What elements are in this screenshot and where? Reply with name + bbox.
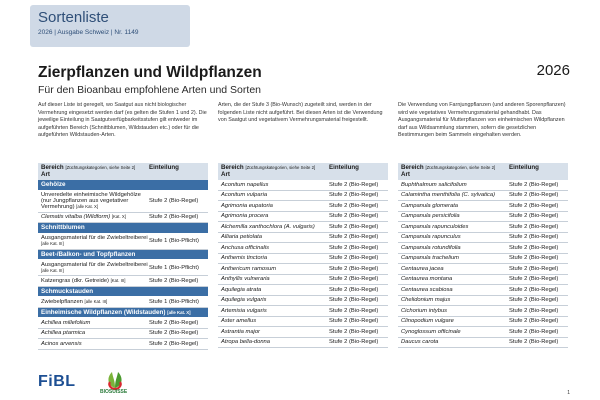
row-art: Aconitum vulparia <box>221 192 268 199</box>
table-row <box>38 318 208 329</box>
row-art: Achillea ptarmica <box>41 330 86 337</box>
row-einteilung: Stufe 2 (Bio-Regel) <box>329 276 379 283</box>
row-einteilung: Stufe 2 (Bio-Regel) <box>329 181 379 188</box>
row-art: Cynoglossum officinale <box>401 328 461 335</box>
row-einteilung: Stufe 2 (Bio-Regel) <box>329 223 379 230</box>
table-column-1 <box>38 163 208 350</box>
row-einteilung: Stufe 2 (Bio-Regel) <box>329 265 379 272</box>
header-bereich: Bereich <box>401 164 424 171</box>
row-art: Centaurea scabiosa <box>401 286 453 293</box>
table-row <box>398 201 568 212</box>
table-row <box>38 213 208 224</box>
table-row <box>398 254 568 265</box>
table-row <box>38 329 208 340</box>
row-art: Cichorium intybus <box>401 307 448 314</box>
row-art: Katzengras (dkr. Getreide) <box>41 277 109 284</box>
table-row <box>218 222 388 233</box>
series-title: Sortenliste <box>38 9 109 26</box>
row-einteilung: Stufe 1 (Bio-Pflicht) <box>149 264 199 271</box>
table-body <box>218 180 388 348</box>
header-art: Art <box>401 170 410 178</box>
row-art: Chelidonium majus <box>401 297 451 304</box>
row-art: Clematis vitalba (Wildform) <box>41 214 111 221</box>
row-einteilung: Stufe 2 (Bio-Regel) <box>509 307 559 314</box>
table-column-3 <box>398 163 568 348</box>
table-header <box>218 163 388 180</box>
series-subtitle: 2026 | Ausgabe Schweiz | Nr. 1149 <box>38 29 139 36</box>
series-header-box <box>30 5 190 47</box>
table-row <box>218 233 388 244</box>
row-kat: [Kat. X] <box>111 214 126 220</box>
row-kat: [alle Kat. X] <box>76 204 99 209</box>
table-header <box>398 163 568 180</box>
row-einteilung: Stufe 2 (Bio-Regel) <box>509 223 559 230</box>
table-row <box>398 327 568 338</box>
category-label: Einheimische Wildpflanzen (Wildstauden) <box>41 308 166 316</box>
row-art: Anthericum ramosum <box>221 265 277 272</box>
header-art: Art <box>221 170 230 178</box>
table-row <box>398 275 568 286</box>
row-einteilung: Stufe 2 (Bio-Regel) <box>149 277 199 284</box>
row-einteilung: Stufe 2 (Bio-Regel) <box>509 265 559 272</box>
row-einteilung: Stufe 2 (Bio-Regel) <box>329 255 379 262</box>
table-row <box>218 254 388 265</box>
table-row <box>398 212 568 223</box>
page-number: 1 <box>567 390 570 396</box>
row-einteilung: Stufe 2 (Bio-Regel) <box>509 286 559 293</box>
row-art: Alliaria petiolata <box>221 234 262 241</box>
row-einteilung: Stufe 2 (Bio-Regel) <box>329 318 379 325</box>
page-year: 2026 <box>536 62 570 79</box>
table-row <box>398 338 568 349</box>
row-art: Campanula trachelium <box>401 255 459 262</box>
row-einteilung: Stufe 2 (Bio-Regel) <box>329 244 379 251</box>
row-einteilung: Stufe 2 (Bio-Regel) <box>509 213 559 220</box>
page-subtitle: Für den Bioanbau empfohlene Arten und Sorten <box>38 84 261 96</box>
row-einteilung: Stufe 2 (Bio-Regel) <box>509 318 559 325</box>
row-art: Campanula persicifolia <box>401 213 460 220</box>
category-row: Schmuckstauden <box>38 287 208 298</box>
header-kat-note: [Züchtungskategorien, siehe Seite 2] <box>425 165 496 170</box>
table-body <box>398 180 568 348</box>
row-einteilung: Stufe 2 (Bio-Regel) <box>329 339 379 346</box>
table-row <box>218 296 388 307</box>
row-einteilung: Stufe 2 (Bio-Regel) <box>329 202 379 209</box>
table-row <box>398 317 568 328</box>
table-header <box>38 163 208 180</box>
row-art: Clinopodium vulgare <box>401 318 454 325</box>
table-row <box>398 264 568 275</box>
row-einteilung: Stufe 2 (Bio-Regel) <box>509 202 559 209</box>
row-art: Centaurea montana <box>401 276 453 283</box>
row-einteilung: Stufe 2 (Bio-Regel) <box>509 181 559 188</box>
row-einteilung: Stufe 2 (Bio-Regel) <box>509 255 559 262</box>
header-bereich: Bereich <box>41 164 64 171</box>
table-row <box>218 317 388 328</box>
row-einteilung: Stufe 2 (Bio-Regel) <box>329 328 379 335</box>
table-row <box>398 191 568 202</box>
row-kat: [Kat. III] <box>110 277 126 283</box>
row-art: Campanula rapunculoides <box>401 223 469 230</box>
row-art: Anchusa officinalis <box>221 244 270 251</box>
row-einteilung: Stufe 1 (Bio-Pflicht) <box>149 238 199 244</box>
table-row <box>398 285 568 296</box>
table-row <box>398 306 568 317</box>
row-einteilung: Stufe 2 (Bio-Regel) <box>509 244 559 251</box>
row-einteilung: Stufe 2 (Bio-Regel) <box>329 192 379 199</box>
table-row <box>218 327 388 338</box>
table-row <box>398 180 568 191</box>
row-art: Artemisia vulgaris <box>221 307 267 314</box>
row-einteilung: Stufe 2 (Bio-Regel) <box>329 286 379 293</box>
row-art: Daucus carota <box>401 339 439 346</box>
category-row: Beet-/Balkon- und Topfpflanzen <box>38 250 208 261</box>
row-art: Zwiebelpflanzen <box>41 298 83 305</box>
table-row <box>38 297 208 308</box>
intro-column-1: Auf dieser Liste ist geregelt, wo Saatgut aus nicht biologischer Vermehrung eingesetzt werden darf (es gelten die Stufen 1 und 2). Die jeweilige Einteilung in Saatgutverfügbarkeitsstufen gilt entweder im aufgeführten Bereich (Schnittblumen, Wildstauden etc.) oder für die aufgeführten Wildstauden-Arten. <box>38 102 207 139</box>
category-row <box>38 308 208 319</box>
row-art: Alchemilla xanthochlora (A. vulgaris) <box>221 223 315 230</box>
row-einteilung: Stufe 2 (Bio-Regel) <box>329 234 379 241</box>
header-einteilung: Einteilung <box>509 164 539 171</box>
table-row <box>398 296 568 307</box>
row-art: Ausgangsmaterial für die Zwiebeltreiberei <box>41 261 148 268</box>
row-art: Astrantia major <box>221 328 260 335</box>
table-row <box>218 201 388 212</box>
row-einteilung: Stufe 2 (Bio-Regel) <box>329 213 379 220</box>
table-row <box>398 243 568 254</box>
row-art: Centaurea jacea <box>401 265 444 272</box>
row-einteilung: Stufe 2 (Bio-Regel) <box>509 234 559 241</box>
table-row <box>218 306 388 317</box>
table-row <box>38 339 208 350</box>
row-art: Campanula rapunculus <box>401 234 461 241</box>
intro-column-3: Die Verwendung von Farnjungpflanzen (und anderen Sporenpflanzen) wird wie vegetatives Vermehrungsmaterial gehandhabt. Das Ausgangsmaterial für Mutterpflanzen von einheimischen Wildpflanzen darf aus Wildsammlung stammen, sofern die gesetzlichen Bestimmungen beim Sammeln eingehalten werden. <box>398 102 566 139</box>
table-column-2 <box>218 163 388 348</box>
category-kat: [alle Kat. X] <box>167 309 191 315</box>
row-kat: [alle Kat. III] <box>84 298 108 304</box>
table-row <box>218 243 388 254</box>
category-row: Gehölze <box>38 180 208 191</box>
row-art: Aquilegia vulgaris <box>221 297 267 304</box>
row-kat: [alle Kat. III] <box>41 267 64 273</box>
table-row <box>398 233 568 244</box>
row-art: Calamintha menthifolia (C. sylvatica) <box>401 192 496 199</box>
row-art: Anthemis tinctoria <box>221 255 268 262</box>
row-einteilung: Stufe 2 (Bio-Regel) <box>509 328 559 335</box>
row-art: Agrimonia eupatoria <box>221 202 273 209</box>
row-einteilung: Stufe 2 (Bio-Regel) <box>149 198 199 204</box>
header-einteilung: Einteilung <box>329 164 359 171</box>
header-bereich: Bereich <box>221 164 244 171</box>
row-art: Achillea millefolium <box>41 319 91 326</box>
page-title: Zierpflanzen und Wildpflanzen <box>38 64 262 81</box>
table-row <box>38 191 208 213</box>
row-art: Agrimonia procera <box>221 213 269 220</box>
row-art: Ausgangsmaterial für die Zwiebeltreiberei <box>41 235 148 241</box>
header-art: Art <box>41 170 50 178</box>
fibl-logo: FiBL <box>38 373 76 390</box>
row-art: Buphthalmum salicifolium <box>401 181 467 188</box>
row-einteilung: Stufe 2 (Bio-Regel) <box>149 319 199 326</box>
row-einteilung: Stufe 2 (Bio-Regel) <box>509 339 559 346</box>
row-einteilung: Stufe 2 (Bio-Regel) <box>509 297 559 304</box>
row-art: Aconitum napellus <box>221 181 269 188</box>
row-kat: [alle Kat. III] <box>41 241 64 246</box>
row-art: Aquilegia atrata <box>221 286 262 293</box>
row-art: Campanula glomerata <box>401 202 459 209</box>
row-einteilung: Stufe 1 (Bio-Pflicht) <box>149 298 199 305</box>
table-row <box>218 180 388 191</box>
row-art: Aster amellus <box>221 318 257 325</box>
biosuisse-logo-text: BIOSUISSE <box>100 389 128 395</box>
table-row <box>38 260 208 276</box>
table-row <box>38 276 208 287</box>
row-einteilung: Stufe 2 (Bio-Regel) <box>149 214 199 221</box>
header-kat-note: [Züchtungskategorien, siehe Seite 2] <box>245 165 316 170</box>
table-row <box>218 285 388 296</box>
row-art: Unveredelte einheimische Wildgehölze (nur Jungpflanzen aus vegetativer Vermehrung) <box>41 192 141 210</box>
table-row <box>218 275 388 286</box>
category-row: Schnittblumen <box>38 223 208 234</box>
row-art: Atropa bella-donna <box>221 339 270 346</box>
header-kat-note: [Züchtungskategorien, siehe Seite 2] <box>65 165 136 170</box>
row-einteilung: Stufe 2 (Bio-Regel) <box>329 297 379 304</box>
row-art: Campanula rotundifolia <box>401 244 461 251</box>
row-art: Anthyllis vulneraria <box>221 276 270 283</box>
row-art: Acinos arvensis <box>41 340 82 347</box>
intro-column-2: Arten, die der Stufe 3 (Bio-Wunsch) zugeteilt sind, werden in der folgenden Liste nicht aufgeführt. Bei diesen Arten ist die Verwendung von Saatgut und vegetativem Vermehrungsmaterial freigestellt. <box>218 102 383 124</box>
row-einteilung: Stufe 2 (Bio-Regel) <box>509 276 559 283</box>
row-einteilung: Stufe 2 (Bio-Regel) <box>149 330 199 337</box>
table-row <box>218 191 388 202</box>
table-row <box>218 264 388 275</box>
table-row <box>218 212 388 223</box>
table-row <box>38 234 208 250</box>
row-einteilung: Stufe 2 (Bio-Regel) <box>149 340 199 347</box>
row-einteilung: Stufe 2 (Bio-Regel) <box>329 307 379 314</box>
table-row <box>218 338 388 349</box>
row-einteilung: Stufe 2 (Bio-Regel) <box>509 192 559 199</box>
table-row <box>398 222 568 233</box>
header-einteilung: Einteilung <box>149 164 179 171</box>
